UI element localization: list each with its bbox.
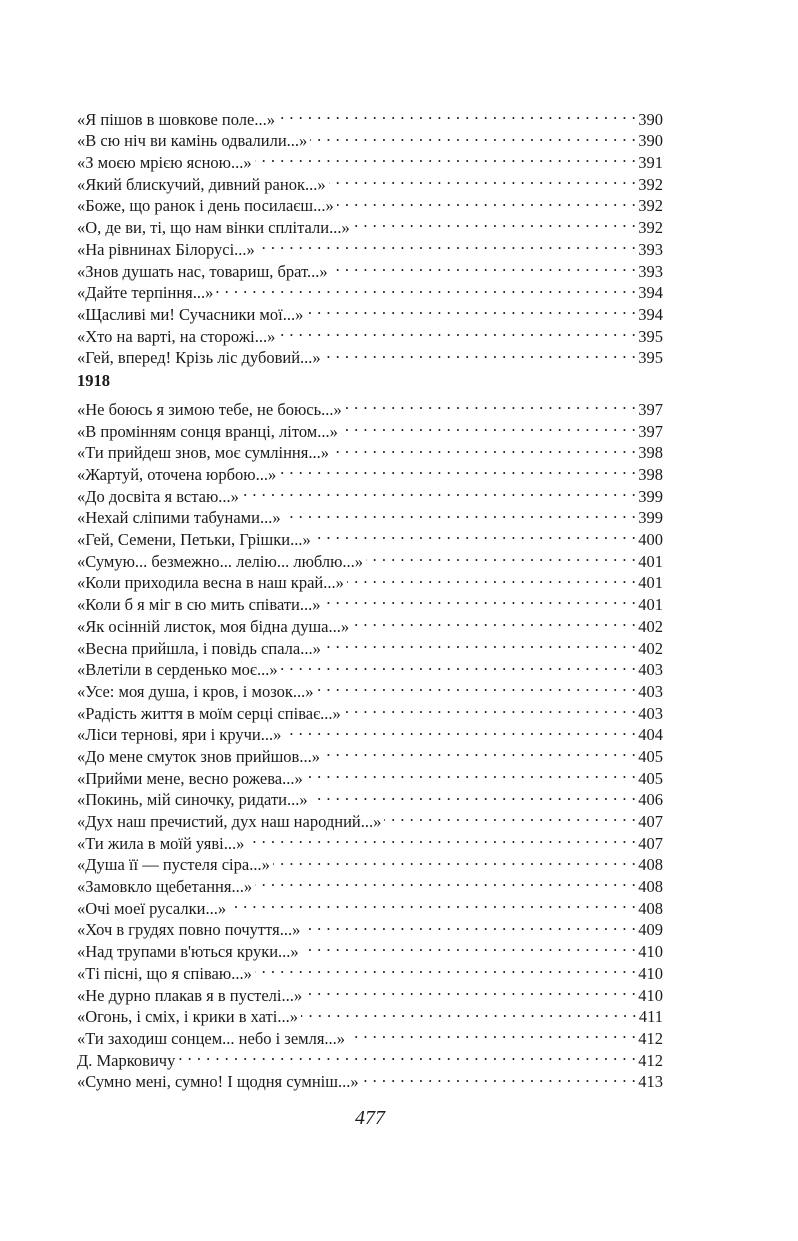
- toc-leader-dots: [352, 610, 636, 632]
- toc-leader-dots: [345, 393, 636, 415]
- toc-entry-page: 398: [638, 465, 663, 484]
- toc-entry: [77, 103, 663, 129]
- toc-entry-title: «Ліси тернові, яри і кручи...»: [77, 725, 282, 745]
- toc-entry-title: «З моєю мрією ясною...»: [77, 153, 252, 173]
- toc-entry-title: «До мене смуток знов прийшов...»: [77, 746, 320, 766]
- toc-entry-title: «Який блискучий, дивний ранок...»: [77, 174, 326, 194]
- toc-entry-page: 400: [638, 530, 663, 550]
- toc-entry-title: «Боже, що ранок і день посилаєш...»: [77, 196, 334, 216]
- toc-leader-dots: [353, 211, 637, 233]
- toc-entry-title: «Гей, вперед! Крізь ліс дубовий...»: [77, 348, 321, 368]
- toc-entry-page: 412: [638, 1028, 663, 1048]
- toc-leader-dots: [255, 870, 636, 892]
- toc-entry-title: «Сумую... безмежно... лелію... люблю...»: [77, 551, 364, 571]
- toc-leader-dots: [384, 805, 636, 827]
- toc-entry-title: «Нехай сліпими табунами...»: [77, 508, 281, 528]
- toc-leader-dots: [306, 762, 637, 784]
- toc-entry-page: 393: [638, 261, 663, 281]
- toc-entry-page: 397: [638, 399, 663, 419]
- toc-entry-title: «Знов душать нас, товариш, брат...»: [77, 261, 328, 281]
- toc-leader-dots: [348, 1022, 636, 1044]
- toc-leader-dots: [344, 697, 636, 719]
- toc-entry-page: 403: [638, 681, 663, 701]
- toc-leader-dots: [324, 342, 637, 364]
- toc-entry-title: «О, де ви, ті, що нам вінки сплітали...»: [77, 218, 350, 238]
- toc-entry-page: 410: [638, 963, 663, 983]
- toc-entry-page: 392: [638, 218, 663, 238]
- toc-leader-dots: [278, 103, 636, 125]
- toc-entry-title: «Жартуй, оточена юрбою...»: [77, 465, 277, 484]
- toc-leader-dots: [337, 190, 637, 212]
- toc-entry-page: 399: [638, 486, 663, 506]
- toc-leader-dots: [279, 458, 636, 480]
- toc-entry-title: «Радість життя в моїм серці співає...»: [77, 703, 341, 723]
- toc-group-2: [77, 393, 663, 1092]
- toc-entry-title: «Коли приходила весна в наш край...»: [77, 573, 344, 593]
- toc-entry-title: «Ти прийдеш знов, моє сумління...»: [77, 443, 329, 463]
- toc-entry-title: «Ти жила в моїй уяві...»: [77, 833, 245, 853]
- toc-entry-title: «Дух наш пречистий, дух наш народний...»: [77, 812, 382, 831]
- toc-group-1: [77, 103, 663, 368]
- toc-leader-dots: [366, 545, 636, 567]
- page-number: 477: [355, 1107, 385, 1129]
- toc-entry-page: 395: [638, 326, 663, 346]
- toc-entry-page: 406: [638, 790, 663, 810]
- toc-entry-title: «Огонь, і сміх, і крики в хаті...»: [77, 1007, 298, 1027]
- toc-entry-page: 412: [638, 1050, 663, 1070]
- toc-entry-page: 395: [638, 348, 663, 368]
- toc-entry-page: 393: [638, 239, 663, 259]
- toc-entry-page: 404: [638, 725, 663, 745]
- toc-leader-dots: [324, 632, 636, 654]
- toc-leader-dots: [216, 277, 636, 299]
- toc-entry-page: 390: [638, 109, 663, 129]
- toc-entry-page: 391: [638, 153, 663, 173]
- toc-entry-title: «Хоч в грудях повно почуття...»: [77, 920, 301, 940]
- toc-entry-page: 401: [638, 573, 663, 593]
- toc-entry: [77, 393, 663, 419]
- toc-entry-title: Д. Марковичу: [77, 1050, 176, 1070]
- toc-entry-title: «На рівнинах Білорусі...»: [77, 239, 255, 259]
- toc-entry-page: 408: [638, 898, 663, 918]
- toc-leader-dots: [362, 1066, 637, 1088]
- toc-entry-title: «Усе: моя душа, і кров, і мозок...»: [77, 681, 314, 701]
- year-heading: 1918: [77, 371, 110, 391]
- toc-entry-title: «Замовкло щебетання...»: [77, 877, 253, 897]
- toc-entry-page: 408: [638, 855, 663, 875]
- toc-entry-page: 413: [638, 1072, 663, 1092]
- toc-entry-page: 401: [638, 595, 663, 615]
- toc-leader-dots: [302, 935, 637, 957]
- toc-entry-page: 411: [638, 1007, 663, 1027]
- toc-entry-page: 394: [638, 304, 663, 324]
- toc-entry-page: 403: [638, 703, 663, 723]
- toc-entry-page: 394: [638, 283, 663, 303]
- toc-entry-title: «Ти заходиш сонцем... небо і земля...»: [77, 1028, 346, 1048]
- toc-entry-page: 405: [638, 746, 663, 766]
- toc-entry-page: 399: [638, 508, 663, 528]
- toc-leader-dots: [314, 523, 637, 545]
- toc-entry-page: 410: [638, 985, 663, 1005]
- table-of-contents: [77, 103, 663, 1092]
- toc-entry-title: «Не боюсь я зимою тебе, не боюсь...»: [77, 399, 342, 419]
- toc-leader-dots: [284, 502, 637, 524]
- toc-entry-title: «Очі моеї русалки...»: [77, 898, 227, 918]
- toc-leader-dots: [303, 914, 636, 936]
- toc-entry-page: 392: [638, 196, 663, 216]
- toc-leader-dots: [323, 740, 636, 762]
- toc-leader-dots: [278, 320, 636, 342]
- toc-entry-title: «Хто на варті, на сторожі...»: [77, 326, 276, 346]
- toc-leader-dots: [305, 979, 636, 1001]
- toc-leader-dots: [329, 168, 637, 190]
- toc-leader-dots: [255, 146, 637, 168]
- toc-entry-page: 401: [638, 551, 663, 571]
- toc-entry-title: «Душа її — пустеля сіра...»: [77, 855, 270, 875]
- toc-entry-page: 407: [638, 833, 663, 853]
- toc-entry-title: «Дайте терпіння...»: [77, 283, 214, 303]
- toc-entry-title: «Гей, Семени, Петьки, Грішки...»: [77, 530, 311, 550]
- toc-leader-dots: [306, 298, 636, 320]
- toc-entry-page: 407: [638, 812, 663, 831]
- toc-entry-title: «Покинь, мій синочку, ридати...»: [77, 790, 308, 810]
- toc-leader-dots: [229, 892, 636, 914]
- toc-leader-dots: [247, 827, 636, 849]
- toc-leader-dots: [324, 588, 637, 610]
- toc-entry-page: 398: [638, 443, 663, 463]
- toc-entry-title: «Ті пісні, що я співаю...»: [77, 963, 252, 983]
- toc-entry-page: 408: [638, 877, 663, 897]
- toc-entry-page: 390: [638, 131, 663, 151]
- toc-leader-dots: [311, 784, 637, 806]
- toc-leader-dots: [317, 675, 637, 697]
- toc-entry-title: «В промінням сонця вранці, літом...»: [77, 421, 338, 441]
- toc-entry-title: «В сю ніч ви камінь одвалили...»: [77, 131, 308, 151]
- toc-entry-title: «Весна прийшла, і повідь спала...»: [77, 638, 321, 658]
- toc-leader-dots: [341, 415, 636, 437]
- toc-entry-page: 410: [638, 942, 663, 962]
- toc-entry-title: «До досвіта я встаю...»: [77, 486, 239, 506]
- toc-leader-dots: [258, 233, 636, 255]
- toc-leader-dots: [301, 1001, 637, 1023]
- toc-leader-dots: [255, 957, 636, 979]
- toc-entry-title: «Щасливі ми! Сучасники мої...»: [77, 304, 304, 324]
- toc-entry-title: «Сумно мені, сумно! І щодня сумніш...»: [77, 1072, 359, 1092]
- toc-leader-dots: [347, 567, 636, 589]
- toc-leader-dots: [284, 719, 636, 741]
- toc-entry-title: «Не дурно плакав я в пустелі...»: [77, 985, 303, 1005]
- toc-leader-dots: [281, 654, 637, 676]
- toc-leader-dots: [331, 255, 637, 277]
- toc-entry-page: 392: [638, 174, 663, 194]
- toc-entry-title: «Прийми мене, весно рожева...»: [77, 768, 303, 788]
- toc-entry-page: 402: [638, 616, 663, 636]
- toc-leader-dots: [178, 1044, 636, 1066]
- toc-entry-title: «Влетіли в серденько моє...»: [77, 660, 278, 680]
- toc-leader-dots: [273, 849, 636, 871]
- toc-entry-page: 397: [638, 421, 663, 441]
- toc-entry-page: 402: [638, 638, 663, 658]
- toc-entry-title: «Я пішов в шовкове поле...»: [77, 109, 275, 129]
- toc-entry-page: 403: [638, 660, 663, 680]
- toc-entry-title: «Коли б я міг в сю мить співати...»: [77, 595, 321, 615]
- toc-entry-page: 405: [638, 768, 663, 788]
- toc-leader-dots: [332, 437, 636, 459]
- toc-leader-dots: [310, 125, 636, 147]
- toc-entry-title: «Як осінній листок, моя бідна душа...»: [77, 616, 350, 636]
- toc-entry-page: 409: [638, 920, 663, 940]
- toc-leader-dots: [242, 480, 636, 502]
- toc-entry-title: «Над трупами в'ються круки...»: [77, 942, 299, 962]
